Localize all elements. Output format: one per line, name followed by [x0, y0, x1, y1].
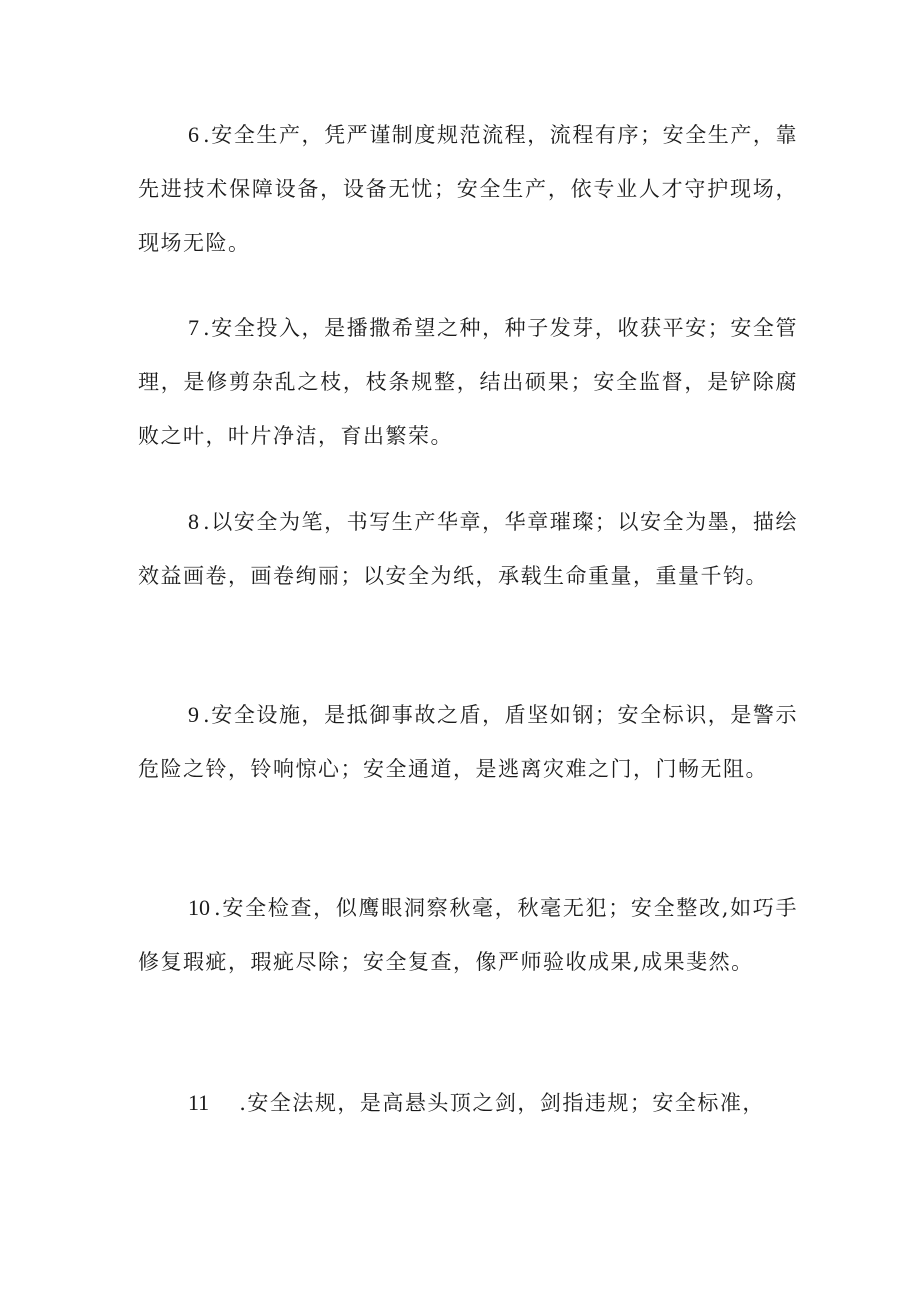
paragraph-text: .安全检查，似鹰眼洞察秋毫，秋毫无犯；安全整改,如巧手修复瑕疵，瑕疵尽除；安全复查，像严师验收成果,成果斐然。 [138, 896, 798, 974]
paragraph-11 [138, 1076, 798, 1130]
paragraph-text: .安全设施，是抵御事故之盾，盾坚如钢；安全标识，是警示危险之铃，铃响惊心；安全通道，是逃离灾难之门，门畅无阻。 [138, 703, 798, 781]
paragraph-7 [138, 301, 798, 463]
paragraph-number: 8 [188, 509, 199, 534]
paragraph-number: 6 [188, 122, 199, 147]
paragraph-number: 11 [188, 1090, 210, 1115]
paragraph-text: .安全投入，是播撒希望之种，种子发芽，收获平安；安全管理，是修剪杂乱之枝，枝条规整，结出硕果；安全监督，是铲除腐败之叶，叶片净洁，育出繁荣。 [138, 316, 798, 448]
paragraph-text: .安全生产，凭严谨制度规范流程，流程有序；安全生产，靠先进技术保障设备，设备无忧；安全生产，依专业人才守护现场，现场无险。 [138, 123, 798, 255]
paragraph-9 [138, 688, 798, 796]
paragraph-number: 7 [188, 315, 199, 340]
paragraph-number: 9 [188, 702, 199, 727]
paragraph-text: .以安全为笔，书写生产华章，华章璀璨；以安全为墨，描绘效益画卷，画卷绚丽；以安全为纸，承载生命重量，重量千钧。 [138, 510, 798, 588]
paragraph-number: 10 [188, 895, 210, 920]
paragraph-8 [138, 495, 798, 603]
paragraph-text: .安全法规，是高悬头顶之剑，剑指违规；安全标准， [239, 1091, 765, 1115]
paragraph-6 [138, 108, 798, 270]
paragraph-10 [138, 881, 798, 989]
